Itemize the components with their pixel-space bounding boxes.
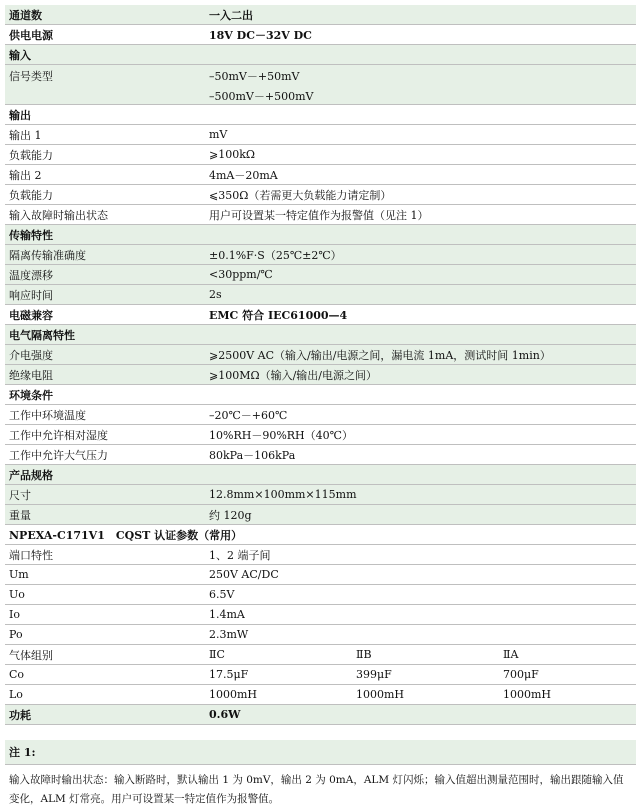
spec-value-item: 399μF: [356, 668, 392, 681]
spec-value: 250V AC/DC: [209, 568, 279, 581]
section-header-row: [5, 385, 636, 405]
spec-table: [5, 5, 636, 725]
spec-row: [5, 365, 636, 385]
note-title: 注 1:: [5, 740, 636, 765]
spec-row: [5, 405, 636, 425]
spec-value: 80kPa－106kPa: [209, 448, 296, 462]
spec-label: 功耗: [9, 708, 31, 722]
spec-label: 负载能力: [9, 148, 53, 162]
spec-value-item: –500mV－+500mV: [209, 90, 314, 103]
spec-value: ⩾100kΩ: [209, 148, 255, 161]
spec-label: 输入故障时输出状态: [9, 208, 108, 222]
spec-value: ±0.1%F·S（25℃±2℃）: [209, 248, 342, 262]
spec-value: 一入二出: [209, 8, 253, 22]
spec-label: 通道数: [9, 8, 42, 22]
section-header-row: [5, 105, 636, 125]
spec-label: 气体组别: [9, 648, 53, 662]
spec-label: 环境条件: [9, 388, 53, 402]
spec-label: Um: [9, 568, 29, 581]
spec-value: 4mA－20mA: [209, 168, 278, 182]
spec-row: [5, 345, 636, 365]
spec-row: [5, 165, 636, 185]
spec-label: Uo: [9, 588, 25, 601]
spec-value: 2.3mW: [209, 628, 249, 641]
spec-value-item: ⅡA: [503, 648, 519, 661]
spec-row: [5, 425, 636, 445]
section-header-row: [5, 525, 636, 545]
section-header-row: [5, 325, 636, 345]
spec-value: [209, 648, 636, 661]
section-header-row: [5, 705, 636, 725]
spec-value: EMC 符合 IEC61000—4: [209, 308, 348, 322]
spec-value-item: 1000mH: [209, 688, 258, 701]
spec-label: 端口特性: [9, 548, 53, 562]
spec-value: ⩽350Ω（若需更大负载能力请定制）: [209, 188, 392, 202]
spec-value-item: ⅡB: [356, 648, 372, 661]
spec-label: 响应时间: [9, 288, 53, 302]
section-header-row: [5, 225, 636, 245]
spec-row: [5, 125, 636, 145]
spec-value: 1、2 端子间: [209, 548, 271, 562]
spec-value: 18V DC－32V DC: [209, 28, 312, 42]
spec-label: 输出: [9, 108, 31, 122]
spec-value: 2s: [209, 288, 222, 301]
spec-value: [209, 668, 636, 681]
spec-label: 输出 2: [9, 168, 42, 182]
spec-row: [5, 285, 636, 305]
spec-label: Io: [9, 608, 20, 621]
section-header-row: [5, 465, 636, 485]
spec-row: [5, 625, 636, 645]
spec-row: [5, 185, 636, 205]
spec-row: [5, 445, 636, 465]
spec-label: 输出 1: [9, 128, 42, 142]
spec-label: 工作中环境温度: [9, 408, 86, 422]
spec-value: 0.6W: [209, 708, 241, 721]
section-header-row: [5, 305, 636, 325]
spec-row: [5, 145, 636, 165]
spec-label: Po: [9, 628, 23, 641]
spec-label: 负载能力: [9, 188, 53, 202]
spec-row: [5, 505, 636, 525]
spec-value: <30ppm/℃: [209, 268, 273, 281]
spec-value: 用户可设置某一特定值作为报警值（见注 1）: [209, 208, 429, 222]
spec-value: [209, 68, 636, 108]
spec-row: [5, 485, 636, 505]
spec-value-item: 700μF: [503, 668, 539, 681]
spec-label: Lo: [9, 688, 23, 701]
spec-label: 尺寸: [9, 488, 31, 502]
spec-value-item: ⅡC: [209, 648, 225, 661]
spec-label: 绝缘电阻: [9, 368, 53, 382]
spec-row: [5, 665, 636, 685]
spec-label: 工作中允许相对湿度: [9, 428, 108, 442]
spec-value: 1.4mA: [209, 608, 245, 621]
spec-row: [5, 585, 636, 605]
spec-value: 约 120g: [209, 508, 252, 522]
spec-label: Co: [9, 668, 25, 681]
spec-row: [5, 685, 636, 705]
spec-value: mV: [209, 128, 228, 141]
spec-value: –20℃－+60℃: [209, 408, 288, 422]
note-section: [5, 740, 636, 809]
note-text: 输入故障时输出状态：输入断路时，默认输出 1 为 0mV，输出 2 为 0mA，ALM 灯闪烁；输入值超出测量范围时，输出跟随输入值变化，ALM 灯常亮。用户可设置某一特定值作为报警值。: [9, 774, 624, 805]
spec-row: [5, 565, 636, 585]
spec-value-item: –50mV－+50mV: [209, 70, 300, 83]
spec-row: [5, 645, 636, 665]
spec-value: 6.5V: [209, 588, 235, 601]
spec-value-item: 1000mH: [503, 688, 552, 701]
spec-label: 电气隔离特性: [9, 328, 75, 342]
spec-label: 输入: [9, 48, 31, 62]
spec-value: 12.8mm×100mm×115mm: [209, 488, 357, 501]
spec-label: 产品规格: [9, 468, 53, 482]
spec-row: [5, 245, 636, 265]
spec-label: 温度漂移: [9, 268, 53, 282]
spec-label: 隔离传输准确度: [9, 248, 86, 262]
spec-label: 传输特性: [9, 228, 53, 242]
spec-label: 工作中允许大气压力: [9, 448, 108, 462]
spec-value: ⩾100MΩ（输入/输出/电源之间）: [209, 368, 378, 382]
spec-label: 电磁兼容: [9, 308, 53, 322]
spec-label: NPEXA-C171V1 CQST 认证参数（常用）: [9, 528, 243, 542]
spec-row: [5, 205, 636, 225]
spec-value: ⩾2500V AC（输入/输出/电源之间，漏电流 1mA，测试时间 1min）: [209, 348, 551, 362]
spec-label: 供电电源: [9, 28, 53, 42]
spec-row: [5, 65, 636, 105]
spec-value: 10%RH－90%RH（40℃）: [209, 428, 353, 442]
section-header-row: [5, 25, 636, 45]
spec-value-item: 17.5μF: [209, 668, 249, 681]
spec-label: 信号类型: [9, 70, 53, 83]
spec-row: [5, 605, 636, 625]
spec-row: [5, 545, 636, 565]
spec-label: 介电强度: [9, 348, 53, 362]
spec-value-item: 1000mH: [356, 688, 405, 701]
spec-value: [209, 688, 636, 701]
section-header-row: [5, 45, 636, 65]
section-header-row: [5, 5, 636, 25]
spec-row: [5, 265, 636, 285]
spec-label: 重量: [9, 508, 31, 522]
